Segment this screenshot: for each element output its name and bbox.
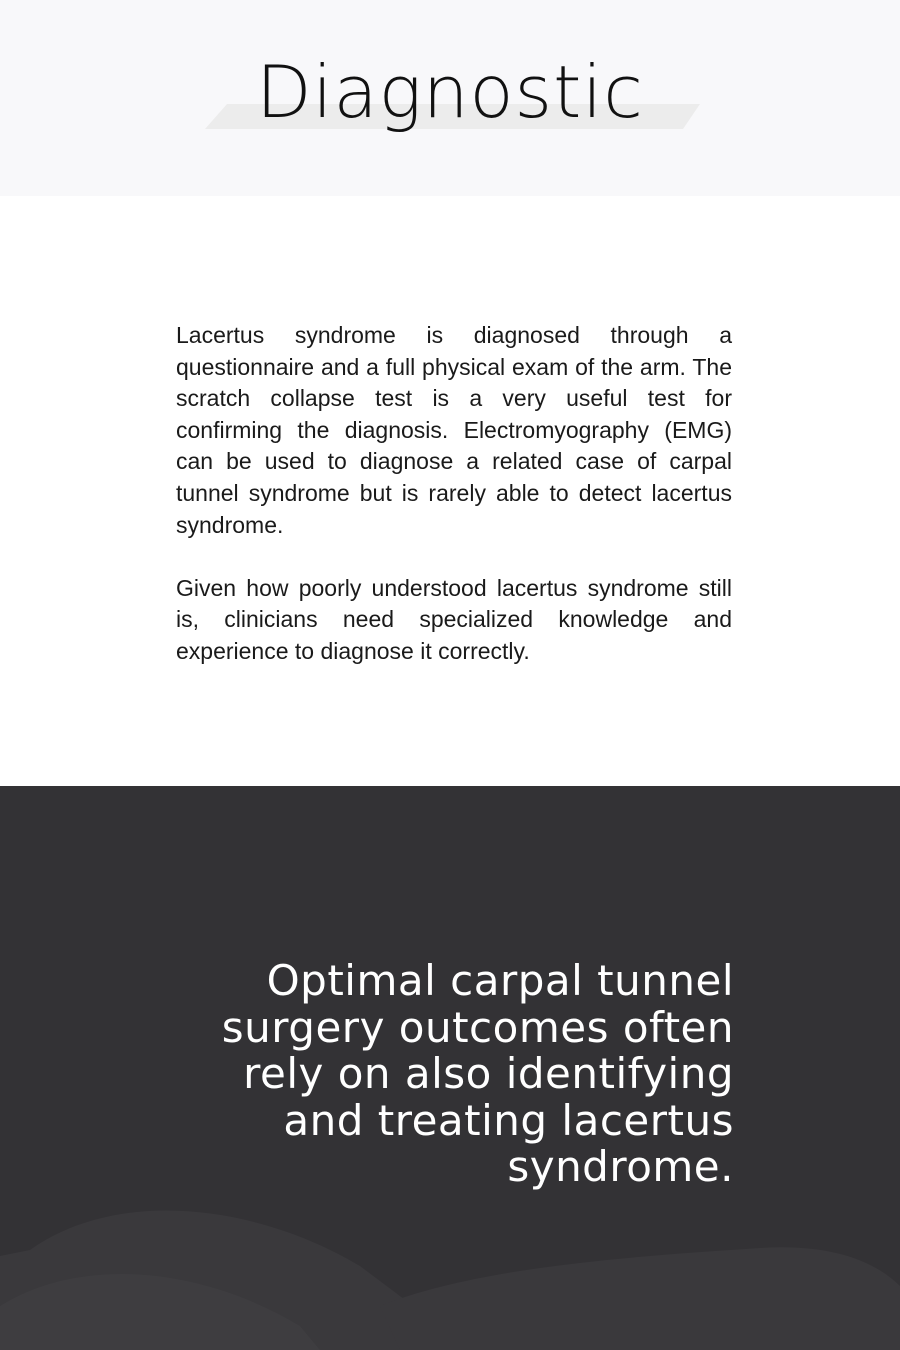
callout-quote: Optimal carpal tunnel surgery outcomes often rely on also identifying and treating lacertus syndrome. bbox=[221, 956, 734, 1191]
header-section bbox=[0, 0, 900, 196]
callout-section bbox=[0, 786, 900, 1350]
body-text-section bbox=[176, 320, 732, 668]
page-title: Diagnostic bbox=[256, 50, 644, 134]
body-paragraph: Lacertus syndrome is diagnosed through a questionnaire and a full physical exam of the arm. The scratch collapse test is a very useful test for confirming the diagnosis. Electromyography (EMG) can be used to diagnose a related case of carpal tunnel syndrome but is rarely able to detect lacertus syndrome. bbox=[176, 322, 732, 538]
body-paragraph: Given how poorly understood lacertus syndrome still is, clinicians need specialized knowledge and experience to diagnose it correctly. bbox=[176, 574, 732, 664]
